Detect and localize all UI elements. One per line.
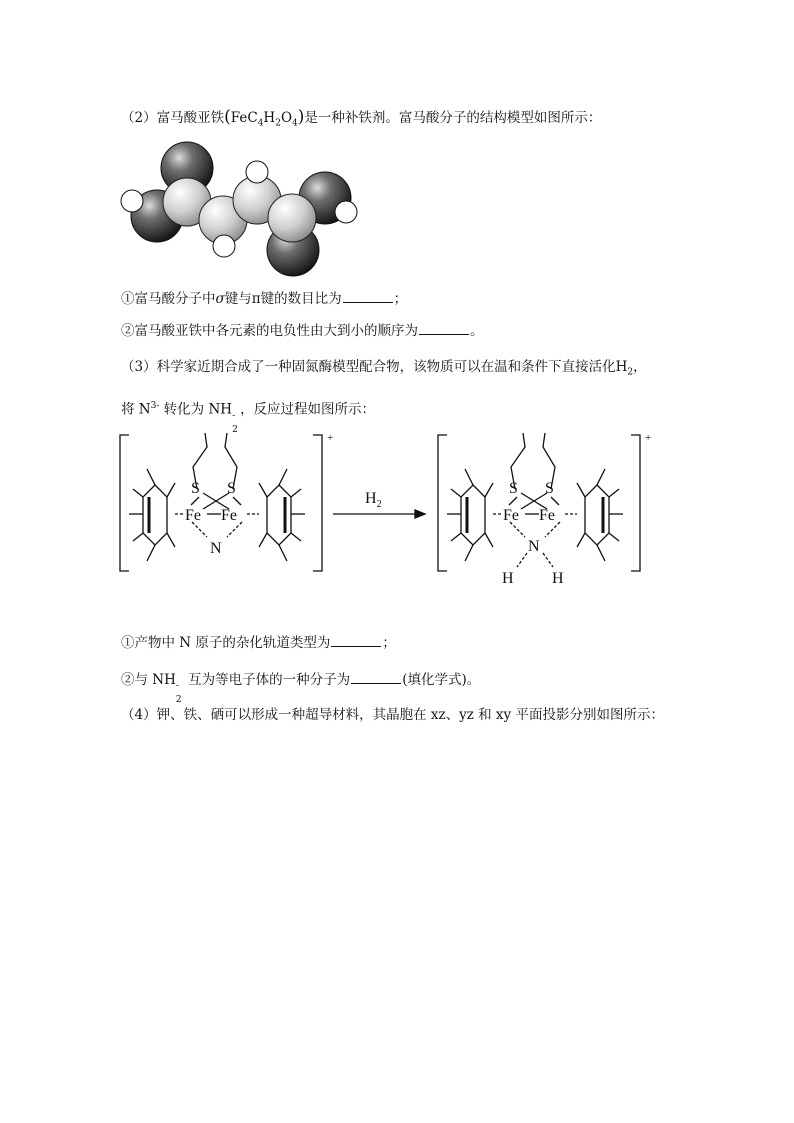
sulfur-label: S bbox=[545, 480, 554, 497]
reaction-scheme bbox=[115, 425, 675, 595]
q3-intro: （3）科学家近期合成了一种固氮酶模型配合物，该物质可以在温和条件下直接活化$H_2$， bbox=[121, 359, 647, 378]
hydrogen-atom bbox=[213, 235, 235, 257]
iron-label: Fe bbox=[185, 507, 201, 524]
fumaric-acid-model bbox=[115, 138, 365, 278]
q2-sub1: ①富马酸分子中σ键与π键的数目比为 ； bbox=[121, 291, 408, 307]
q2-sub2: ②富马酸亚铁中各元素的电负性由大到小的顺序为 。 bbox=[121, 323, 484, 339]
iron-label: Fe bbox=[539, 507, 555, 524]
carbon-atom bbox=[268, 194, 316, 242]
hydrogen-atom bbox=[246, 161, 268, 183]
answer-blank[interactable] bbox=[343, 290, 393, 303]
fe-formula: $FeC_4H_2O_4$ bbox=[230, 110, 298, 129]
hydrogen-label: H bbox=[502, 570, 514, 587]
hydrogen-atom bbox=[335, 201, 357, 223]
iron-label: Fe bbox=[503, 507, 519, 524]
q2-intro: （2）富马酸亚铁$(FeC_4H_2O_4)$是一种补铁剂。富马酸分子的结构模型如图所示： bbox=[121, 107, 602, 129]
hydrogen-atom bbox=[121, 190, 143, 212]
reagent-label: $H_2$ bbox=[365, 490, 382, 510]
answer-blank[interactable] bbox=[331, 634, 381, 647]
hydrogen-label: H bbox=[552, 570, 564, 587]
charge-label: + bbox=[327, 432, 334, 444]
sulfur-label: S bbox=[227, 480, 236, 497]
q4-intro: （4）钾、铁、硒可以形成一种超导材料，其晶胞在 xz、yz 和 xy 平面投影分别如图所示： bbox=[121, 707, 664, 723]
nitrogen-label: N bbox=[528, 538, 540, 555]
sulfur-label: S bbox=[509, 480, 518, 497]
iron-label: Fe bbox=[221, 507, 237, 524]
answer-blank[interactable] bbox=[419, 322, 469, 335]
answer-blank[interactable] bbox=[351, 671, 401, 684]
q3-sub1: ①产物中 N 原子的杂化轨道类型为 ； bbox=[121, 635, 396, 651]
sulfur-label: S bbox=[191, 480, 200, 497]
charge-label: + bbox=[645, 432, 652, 444]
q3-intro-line2: 将 $N^{3-}$ 转化为 NH - 2 ，反应过程如图所示： bbox=[121, 401, 376, 435]
q3-sub2: ②与 NH - 2 互为等电子体的一种分子为 (填化学式)。 bbox=[121, 672, 481, 705]
nitrogen-label: N bbox=[210, 540, 222, 557]
